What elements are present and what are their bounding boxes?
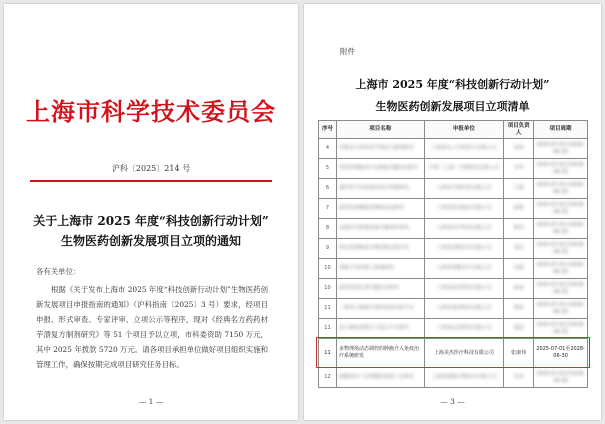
project-period: 2025-07-01至2028-06-30	[534, 368, 588, 388]
project-name: 新型抗体偶联药物临床前研究	[336, 199, 424, 219]
table-row	[319, 259, 588, 279]
row-index: 5	[319, 159, 337, 179]
table-row-highlighted	[319, 339, 588, 368]
project-lead: 吴刚	[504, 259, 534, 279]
project-period: 2025-07-01至2028-06-30	[534, 259, 588, 279]
page-number-right: — 3 —	[440, 397, 465, 406]
project-period: 2025-07-01至2028-06-30	[534, 319, 588, 339]
notice-title	[4, 211, 298, 251]
applicant-unit: 上海某医疗科技有限公司	[424, 219, 504, 239]
row-index: 11	[319, 299, 337, 319]
project-lead: 赵敏	[504, 199, 534, 219]
project-lead: 郑涛	[504, 299, 534, 319]
project-period: 2025-07-01至2028-06-30	[534, 339, 588, 368]
salutation: 各有关单位：	[36, 267, 81, 276]
header-project-name: 项目名称	[336, 121, 424, 139]
applicant-unit: 上海雷允上中药饮片有限公司	[424, 139, 504, 159]
project-name: 多物理场动态调控的肿瘤介入免疫治疗系统研发	[336, 339, 424, 368]
table-row	[319, 299, 588, 319]
table-body	[319, 139, 588, 388]
list-title	[304, 74, 601, 118]
project-lead: 张明	[504, 139, 534, 159]
project-name: 一种用于肿瘤早筛的液体活检平台	[336, 299, 424, 319]
project-name: 高端医学影像设备关键部件研发	[336, 219, 424, 239]
attachment-label: 附件	[340, 47, 355, 56]
row-index: 7	[319, 199, 337, 219]
row-index: 6	[319, 179, 337, 199]
issuer-header: 上海市科学技术委员会	[26, 97, 276, 126]
project-name: 遗传性罕见病基因治疗药物研发	[336, 179, 424, 199]
header-index: 序号	[319, 121, 337, 139]
applicant-unit: 上海某诊断技术有限公司	[424, 239, 504, 259]
table-header-row	[319, 121, 588, 139]
row-index: 8	[319, 219, 337, 239]
applicant-unit: 沪新（上海）生物科技有限公司	[424, 159, 504, 179]
notice-body: 根据《关于发布上海市 2025 年度“科技创新行动计划”生物医药创新发展项目申报指南的通知》（沪科指南〔2025〕3 号）要求，经项目申报、形式审查、专家评审、立项公示等程序，现对《经典名方药药材芋溃复方制剂研究》等 51 个项目予以立项，市科委资助 7150 万元，其中 2025 年拨款 5720 万元。请各项目承担单位做好项目组织实施和管理工作，确保按期完成项目研究任务目标。	[36, 285, 268, 369]
header-project-lead: 项目负责人	[504, 121, 534, 139]
table-row	[319, 139, 588, 159]
project-lead: 钱晨	[504, 319, 534, 339]
project-list-table	[318, 120, 588, 388]
row-index: 10	[319, 259, 337, 279]
notice-title-line1: 关于上海市 2025 年度“科技创新行动计划”	[33, 214, 269, 228]
project-lead: 冯杰	[504, 368, 534, 388]
project-name: 细胞治疗产品规模化制备工艺研究	[336, 368, 424, 388]
project-period: 2025-07-01至2028-06-30	[534, 199, 588, 219]
document-page-left	[4, 4, 298, 420]
project-name: 经典名方药药材芋溃复方制剂研究	[336, 139, 424, 159]
page-number-left: — 1 —	[138, 397, 164, 406]
project-period: 2025-07-01至2028-06-30	[534, 239, 588, 259]
project-name: 阿尔茨海默病早期诊断试剂开发	[336, 239, 424, 259]
table-row	[319, 159, 588, 179]
red-divider	[30, 180, 272, 182]
document-page-right	[304, 4, 601, 420]
project-period: 2025-07-01至2028-06-30	[534, 139, 588, 159]
table-row	[319, 319, 588, 339]
applicant-unit: 上海某生物医药有限公司	[424, 179, 504, 199]
list-title-line1: 上海市 2025 年度“科技创新行动计划”	[355, 78, 550, 91]
row-index: 10	[319, 279, 337, 299]
table-row	[319, 279, 588, 299]
project-period: 2025-07-01至2028-06-30	[534, 219, 588, 239]
project-period: 2025-07-01至2028-06-30	[534, 159, 588, 179]
project-period: 2025-07-01至2028-06-30	[534, 299, 588, 319]
row-index: 12	[319, 368, 337, 388]
notice-title-line2: 生物医药创新发展项目立项的通知	[60, 234, 241, 248]
project-name: TCR-T细胞治疗实体瘤关键技术研究	[336, 159, 424, 179]
project-name: 基于AI的药物分子设计平台研究	[336, 319, 424, 339]
table-row	[319, 239, 588, 259]
project-lead: 王强	[504, 179, 534, 199]
applicant-unit: 上海某疫苗科技有限公司	[424, 279, 504, 299]
row-index: 11	[319, 319, 337, 339]
table-row	[319, 368, 588, 388]
project-lead: 周洁	[504, 239, 534, 259]
project-lead: 李华	[504, 159, 534, 179]
row-index: 11	[319, 339, 337, 368]
applicant-unit: 上海某细胞生物技术有限公司	[424, 368, 504, 388]
applicant-unit: 上海某基因科技有限公司	[424, 299, 504, 319]
project-period: 2025-07-01至2028-06-30	[534, 179, 588, 199]
project-lead: 孙丽	[504, 279, 534, 299]
table-row	[319, 199, 588, 219]
header-applicant-unit: 申报单位	[424, 121, 504, 139]
row-index: 9	[319, 239, 337, 259]
row-index: 4	[319, 139, 337, 159]
table-row	[319, 219, 588, 239]
table-row	[319, 179, 588, 199]
header-project-period: 项目周期	[534, 121, 588, 139]
project-lead: 张康伟	[504, 339, 534, 368]
applicant-unit: 上海某药业股份有限公司	[424, 199, 504, 219]
project-name: 智能手术机器人系统研发	[336, 259, 424, 279]
applicant-unit: 上海美杰医疗科技有限公司	[424, 339, 504, 368]
document-number: 沪科〔2025〕214 号	[111, 164, 191, 173]
project-name: 新型疫苗佐剂关键技术研究	[336, 279, 424, 299]
applicant-unit: 上海某智能医疗有限公司	[424, 259, 504, 279]
list-title-line2: 生物医药创新发展项目立项清单	[375, 100, 530, 113]
applicant-unit: 上海某信息科技有限公司	[424, 319, 504, 339]
project-period: 2025-07-01至2028-06-30	[534, 279, 588, 299]
project-lead: 陈伟	[504, 219, 534, 239]
